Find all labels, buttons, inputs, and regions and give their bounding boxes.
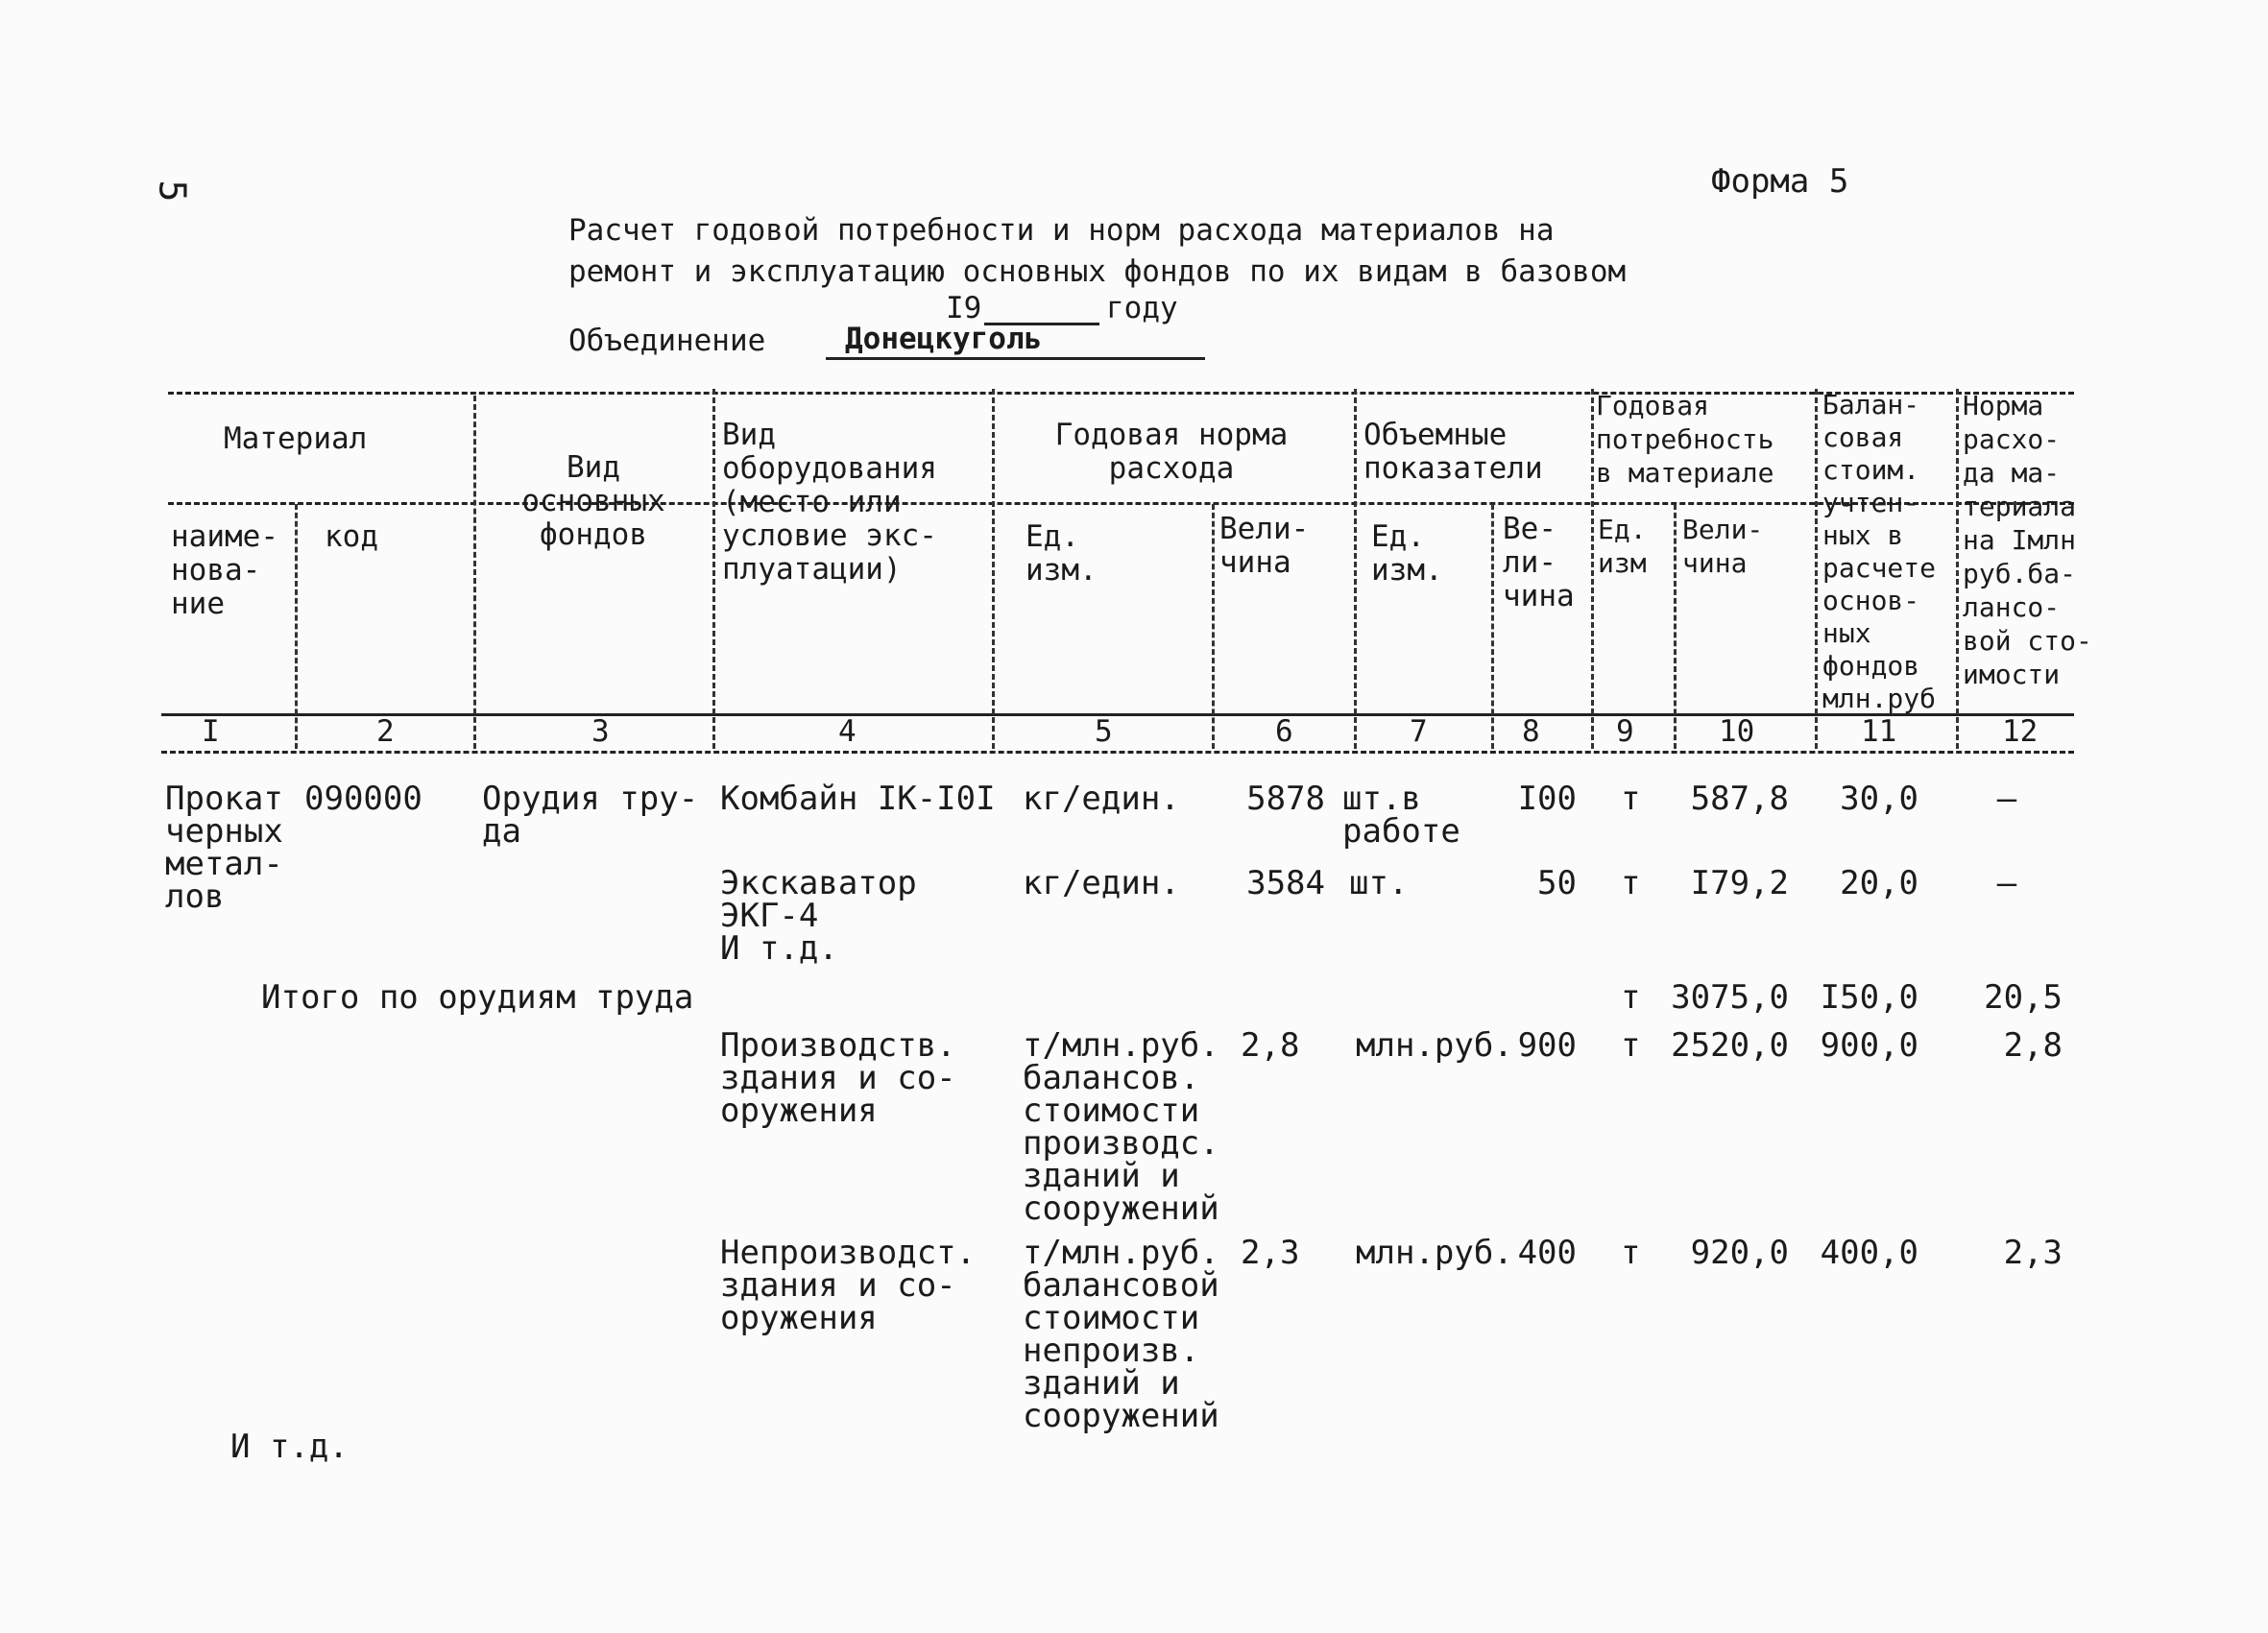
header-norm-per-mln: Норма расхо- да ма- териала на Iмлн руб.ба- лансо- вой сто- имости: [1963, 390, 2092, 690]
footer-etc: И т.д.: [230, 1428, 349, 1466]
col-divider-8: [1491, 504, 1494, 749]
col-divider-2: [295, 504, 298, 749]
column-number-6: 6: [1275, 714, 1293, 749]
column-number-1: I: [202, 714, 220, 749]
table-row-1-balance: 30,0: [1840, 780, 1918, 818]
table-row-3-equipment: Производств. здания и со- оружения: [720, 1026, 956, 1130]
association-underline: [826, 357, 1205, 360]
table-row-4-need-unit: т: [1621, 1234, 1641, 1272]
header-norm-value: Вели- чина: [1219, 512, 1310, 580]
subtotal-need-value: 3075,0: [1671, 978, 1789, 1017]
association-label: Объединение: [568, 324, 766, 358]
table-row-2-unit: кг/един.: [1023, 864, 1180, 902]
header-need-value: Вели- чина: [1682, 514, 1764, 579]
column-number-8: 8: [1522, 714, 1540, 749]
table-row-3-value: 2,8: [1241, 1026, 1300, 1065]
table-row-3-vol-value: 900: [1517, 1026, 1577, 1065]
table-row-2-vol-unit: шт.: [1349, 864, 1409, 902]
table-row-3-unit: т/млн.руб. балансов. стоимости производс. зданий и сооружений: [1023, 1026, 1219, 1228]
page-number: 5: [151, 180, 194, 203]
col-divider-10: [1674, 504, 1677, 749]
table-row-1-need-unit: т: [1621, 780, 1641, 818]
column-number-9: 9: [1616, 714, 1634, 749]
table-row-2-need-value: I79,2: [1690, 864, 1789, 902]
subtotal-balance: I50,0: [1820, 978, 1918, 1017]
subtotal-label: Итого по орудиям труда: [261, 978, 694, 1017]
table-row-3-need-value: 2520,0: [1671, 1026, 1789, 1065]
table-row-4-equipment: Непроизводст. здания и со- оружения: [720, 1234, 977, 1337]
table-row-2-equipment: Экскаватор ЭКГ-4 И т.д.: [720, 864, 917, 968]
material-name: Прокат черных метал- лов: [165, 780, 283, 916]
subtotal-norm: 20,5: [1984, 978, 2063, 1017]
header-volume-value: Ве- ли- чина: [1503, 512, 1575, 613]
header-fund-type: Вид основных фондов: [521, 450, 665, 552]
table-row-4-vol-value: 400: [1517, 1234, 1577, 1272]
table-row-3-need-unit: т: [1621, 1026, 1641, 1065]
table-row-1-vol-unit: шт.в работе: [1342, 780, 1460, 851]
col-divider-3: [473, 396, 476, 749]
document-title-line2: ремонт и эксплуатацию основных фондов по их видам в базовом: [568, 254, 1627, 289]
table-row-3-vol-unit: млн.руб.: [1356, 1026, 1513, 1065]
col-divider-6: [1212, 504, 1215, 749]
header-material: Материал: [224, 421, 368, 456]
table-top-border: [168, 392, 2074, 395]
fund-type: Орудия тру- да: [482, 780, 699, 851]
header-norm-unit: Ед. изм.: [1025, 519, 1098, 588]
header-balance-cost: Балан- совая стоим. учтен- ных в расчете основ- ных фондов млн.руб: [1822, 389, 1937, 714]
table-row-4-balance: 400,0: [1820, 1234, 1918, 1272]
col-divider-12: [1956, 389, 1959, 749]
table-row-2-norm: –: [1996, 864, 2017, 902]
col-divider-9: [1591, 389, 1594, 749]
column-number-3: 3: [591, 714, 610, 749]
table-row-2-vol-value: 50: [1537, 864, 1577, 902]
header-material-code: код: [325, 519, 378, 554]
subtotal-need-unit: т: [1621, 978, 1641, 1017]
table-row-1-need-value: 587,8: [1690, 780, 1789, 818]
col-divider-7: [1354, 389, 1357, 749]
document-title-line1: Расчет годовой потребности и норм расхода материалов на: [568, 213, 1555, 248]
table-row-1-unit: кг/един.: [1023, 780, 1180, 818]
year-prefix: I9: [946, 291, 982, 325]
header-annual-norm: Годовая норма расхода: [1054, 418, 1289, 486]
table-row-1-norm: –: [1996, 780, 2017, 818]
table-row-4-need-value: 920,0: [1690, 1234, 1789, 1272]
table-colnum-top-border: [161, 713, 2074, 716]
column-number-10: 10: [1719, 714, 1755, 749]
col-divider-5: [992, 389, 995, 749]
table-row-1-value: 5878: [1246, 780, 1325, 818]
table-colnum-bottom-border: [161, 751, 2074, 754]
year-suffix: году: [1106, 291, 1178, 325]
table-subheader-border: [168, 502, 2074, 505]
table-row-2-need-unit: т: [1621, 864, 1641, 902]
col-divider-4: [712, 389, 715, 749]
header-material-name: наиме- нова- ние: [171, 519, 278, 621]
column-number-2: 2: [376, 714, 395, 749]
table-row-2-balance: 20,0: [1840, 864, 1918, 902]
col-divider-11: [1815, 389, 1818, 749]
column-number-12: 12: [2002, 714, 2039, 749]
table-row-4-norm: 2,3: [2003, 1234, 2063, 1272]
column-number-5: 5: [1095, 714, 1113, 749]
header-need-unit: Ед. изм: [1598, 514, 1647, 579]
header-volume: Объемные показатели: [1363, 418, 1543, 486]
column-number-11: 11: [1861, 714, 1897, 749]
column-number-7: 7: [1410, 714, 1428, 749]
header-volume-unit: Ед. изм.: [1371, 519, 1443, 588]
header-equipment: Вид оборудования (место или условие экс- плуатации): [722, 418, 937, 587]
table-row-3-balance: 900,0: [1820, 1026, 1918, 1065]
table-row-4-unit: т/млн.руб. балансовой стоимости непроизв. зданий и сооружений: [1023, 1234, 1219, 1435]
table-row-2-value: 3584: [1246, 864, 1325, 902]
column-number-4: 4: [838, 714, 857, 749]
association-value: Донецкуголь: [845, 322, 1043, 356]
table-row-3-norm: 2,8: [2003, 1026, 2063, 1065]
table-row-4-value: 2,3: [1241, 1234, 1300, 1272]
table-row-1-equipment: Комбайн IК-I0I: [720, 780, 996, 818]
table-row-1-vol-value: I00: [1517, 780, 1577, 818]
form-label: Форма 5: [1711, 162, 1849, 201]
header-annual-need: Годовая потребность в материале: [1596, 390, 1774, 489]
table-row-4-vol-unit: млн.руб.: [1356, 1234, 1513, 1272]
material-code: 090000: [304, 780, 422, 818]
